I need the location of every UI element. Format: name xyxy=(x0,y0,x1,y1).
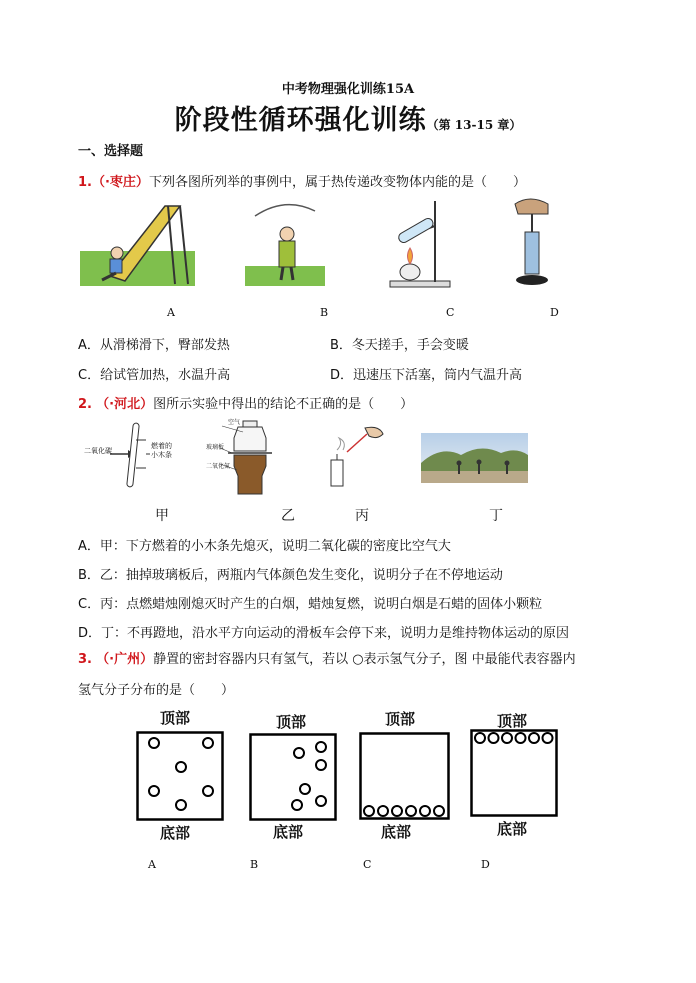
question-text: 下列各图所列举的事例中，属于热传递改变物体内能的是（ ） xyxy=(148,175,526,190)
question-1 xyxy=(78,171,526,190)
question-number: 1. xyxy=(78,175,92,190)
box-d-bottom-label: 底部 xyxy=(497,820,528,838)
q1-option-d: D．迅速压下活塞，筒内气温升高 xyxy=(330,368,523,383)
question-number: 2. xyxy=(78,397,92,412)
question-text: 图所示实验中得出的结论不正确的是（ ） xyxy=(153,397,414,412)
image-label-yi: 乙 xyxy=(281,508,295,524)
q2-option-c: C．丙：点燃蜡烛刚熄灭时产生的白烟，蜡烛复燃，说明白烟是石蜡的固体小颗粒 xyxy=(78,597,543,612)
rubbing-hands-illustration xyxy=(245,196,325,286)
box-b-top-label: 顶部 xyxy=(276,713,307,731)
air-label: 空气 xyxy=(228,419,241,426)
heating-test-tube-illustration xyxy=(385,196,460,291)
page-title: 阶段性循环强化训练 xyxy=(174,105,427,136)
q1-option-a: A．从滑梯滑下，臀部发热 xyxy=(78,338,230,353)
piston-cylinder-illustration xyxy=(510,194,555,289)
box-c-bottom-label: 底部 xyxy=(381,823,412,841)
q2-option-a: A．甲：下方燃着的小木条先熄灭，说明二氧化碳的密度比空气大 xyxy=(78,539,451,554)
slide-illustration xyxy=(80,196,195,286)
section-heading: 一、选择题 xyxy=(78,144,144,159)
image-label-b: B xyxy=(320,306,329,319)
box-label-a: A xyxy=(148,858,156,871)
question-3-line2: 氢气分子分布的是（ ） xyxy=(78,683,235,698)
gas-diffusion-diagram xyxy=(210,418,280,496)
image-label-bing: 丙 xyxy=(355,508,369,524)
question-3 xyxy=(78,648,576,667)
image-label-ding: 丁 xyxy=(489,508,503,524)
box-label-b: B xyxy=(250,858,259,871)
image-label-d: D xyxy=(550,306,559,319)
box-label-d: D xyxy=(481,858,490,871)
box-d-top-label: 顶部 xyxy=(497,712,528,730)
container-b xyxy=(249,733,337,821)
glass-plate-label: 玻璃板 xyxy=(206,444,225,451)
question-source: （·河北） xyxy=(96,397,154,412)
container-a xyxy=(136,731,224,821)
container-c xyxy=(359,732,450,820)
q1-option-c: C．给试管加热，水温升高 xyxy=(78,368,231,383)
box-a-bottom-label: 底部 xyxy=(160,824,191,842)
box-b-bottom-label: 底部 xyxy=(273,823,304,841)
image-label-c: C xyxy=(446,306,455,319)
q2-option-d: D．丁：不再蹬地，沿水平方向运动的滑板车会停下来，说明力是维持物体运动的原因 xyxy=(78,626,570,641)
burning-stick-label: 燃着的 小木条 xyxy=(151,442,172,459)
title-chapter-note: （第 13-15 章） xyxy=(426,118,522,132)
box-c-top-label: 顶部 xyxy=(385,710,416,728)
question-source: （·广州） xyxy=(96,652,154,667)
co2-label: 二氧化碳 xyxy=(84,447,112,455)
document-subtitle: 中考物理强化训练15A xyxy=(281,82,415,97)
q1-option-b: B．冬天搓手，手会变暖 xyxy=(330,338,469,353)
question-text-line1: 静置的密封容器内只有氢气，若以 ○表示氢气分子，图 中最能代表容器内 xyxy=(153,652,576,667)
question-2 xyxy=(78,393,413,412)
image-label-a: A xyxy=(167,306,175,319)
image-label-jia: 甲 xyxy=(155,508,169,524)
question-source: （·枣庄） xyxy=(91,175,149,190)
box-a-top-label: 顶部 xyxy=(160,709,191,727)
candle-smoke-diagram xyxy=(325,420,390,488)
question-number: 3. xyxy=(78,652,92,667)
no2-label: 二氧化氮 xyxy=(206,463,231,470)
title-row xyxy=(0,98,696,137)
q2-option-b: B．乙：抽掉玻璃板后，两瓶内气体颜色发生变化，说明分子在不停地运动 xyxy=(78,568,503,583)
box-label-c: C xyxy=(363,858,372,871)
skateboard-photo xyxy=(421,433,528,483)
container-d xyxy=(470,729,558,817)
